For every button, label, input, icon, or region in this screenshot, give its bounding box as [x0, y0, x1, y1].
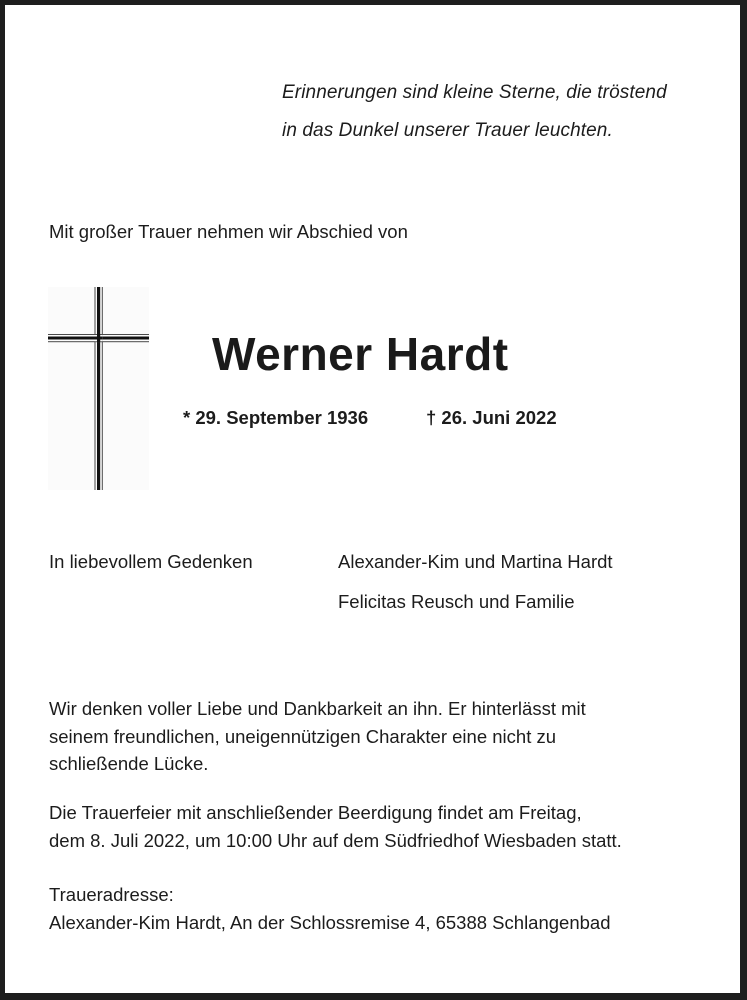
- tribute-line-1: Wir denken voller Liebe und Dankbarkeit an ihn. Er hinterlässt mit: [49, 698, 586, 719]
- mourning-address: [49, 881, 611, 936]
- address-label: Traueradresse:: [49, 884, 174, 905]
- latin-cross-icon: [48, 287, 149, 490]
- quote-line-2: in das Dunkel unserer Trauer leuchten.: [282, 120, 613, 141]
- deceased-name: Werner Hardt: [212, 328, 509, 380]
- mourner-2: Felicitas Reusch und Familie: [338, 591, 575, 612]
- funeral-paragraph: [49, 799, 622, 854]
- address-value: Alexander-Kim Hardt, An der Schlossremise 4, 65388 Schlangenbad: [49, 911, 611, 933]
- intro-text: Mit großer Trauer nehmen wir Abschied von: [49, 221, 408, 242]
- tribute-line-2: seinem freundlichen, uneigennützigen Charakter eine nicht zu: [49, 725, 557, 747]
- funeral-line-1: Die Trauerfeier mit anschließender Beerdigung findet am Freitag,: [49, 802, 582, 823]
- birth-date: * 29. September 1936: [183, 407, 369, 428]
- quote-line-1: Erinnerungen sind kleine Sterne, die tröstend: [282, 82, 667, 103]
- funeral-line-2: dem 8. Juli 2022, um 10:00 Uhr auf dem Südfriedhof Wiesbaden statt.: [49, 829, 622, 851]
- mourners-list: [338, 550, 613, 630]
- mourner-1: Alexander-Kim und Martina Hardt: [338, 551, 613, 572]
- quote: [282, 74, 667, 150]
- memory-label: In liebevollem Gedenken: [49, 551, 253, 572]
- tribute-line-3: schließende Lücke.: [49, 753, 209, 774]
- death-date: † 26. Juni 2022: [426, 407, 557, 428]
- tribute-paragraph: [49, 695, 586, 778]
